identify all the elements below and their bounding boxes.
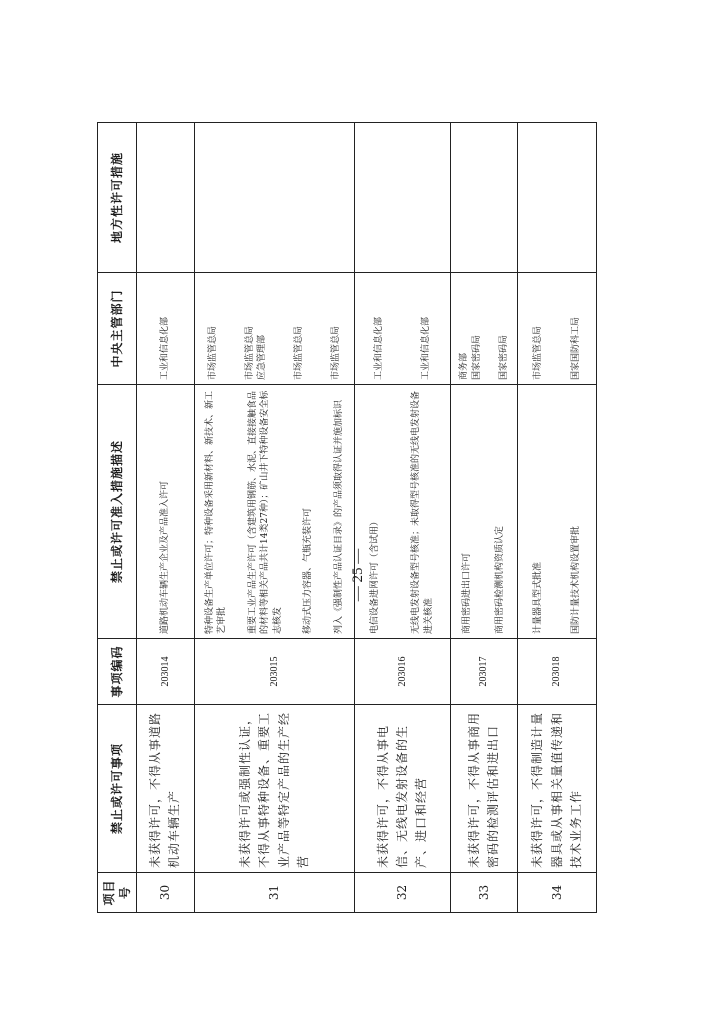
description-entry: 无线电发射设备型号核准；未取得型号核准的无线电发射设备进关核准 (411, 390, 434, 634)
row-department (137, 273, 195, 385)
row-local-measures (194, 123, 355, 273)
description-entry: 道路机动车辆生产企业及产品准入许可 (160, 480, 171, 634)
department-entry: 工业和信息化部 (420, 316, 431, 380)
row-description (518, 385, 597, 639)
description-entry: 商用密码检测机构资质认定 (495, 525, 506, 634)
row-item: 未获得许可，不得从事电信、无线电发射设备的生产、进口和经营 (355, 705, 450, 873)
department-entry: 市场监管总局 (207, 325, 218, 380)
description-entry: 计量器具型式批准 (532, 561, 543, 634)
row-number: 31 (194, 873, 355, 913)
row-item: 未获得许可，不得制造计量器具或从事相关量值传递和技术业务工作 (518, 705, 597, 873)
department-entry: 工业和信息化部 (160, 316, 171, 380)
permit-table (97, 122, 597, 913)
row-description (450, 385, 518, 639)
table-row (355, 123, 450, 913)
row-item: 未获得许可，不得从事道路机动车辆生产 (137, 705, 195, 873)
description-entry: 列入《强制性产品认证目录》的产品须取得认证并施加标识 (333, 399, 344, 634)
row-code: 203015 (194, 639, 355, 705)
department-entry: 市场监管总局 (293, 325, 304, 380)
description-entry: 重要工业产品生产许可（含建筑用钢筋、水泥、直接接触食品的材料等相关产品共计14类27种）；矿山井下特种设备安全标志核发 (247, 390, 283, 634)
row-department (194, 273, 355, 385)
row-code: 203017 (450, 639, 518, 705)
table-row (194, 123, 355, 913)
row-local-measures (137, 123, 195, 273)
row-number: 33 (450, 873, 518, 913)
page-number: — 25 — (349, 548, 366, 602)
row-item: 未获得许可或强制性认证，不得从事特种设备、重要工业产品等特定产品的生产经营 (194, 705, 355, 873)
row-description (355, 385, 450, 639)
description-entry: 特种设备生产单位许可；特种设备采用新材料、新技术、新工艺审批 (204, 390, 228, 634)
row-local-measures (450, 123, 518, 273)
row-code: 203014 (137, 639, 195, 705)
row-description (194, 385, 355, 639)
row-description (137, 385, 195, 639)
row-department (450, 273, 518, 385)
row-number: 30 (137, 873, 195, 913)
row-number: 32 (355, 873, 450, 913)
rotated-table-page (97, 123, 597, 913)
table-row (450, 123, 518, 913)
row-department (355, 273, 450, 385)
department-entry: 工业和信息化部 (373, 316, 384, 380)
header-item-number: 项目号 (98, 873, 137, 913)
description-entry: 电信设备进网许可（含试用） (370, 516, 381, 634)
table-header-row (98, 123, 137, 913)
row-item: 未获得许可，不得从事商用密码的检测评估和进出口 (450, 705, 518, 873)
department-entry: 市场监管总局 (330, 325, 341, 380)
department-entry: 市场监管总局 (532, 325, 543, 380)
header-central-department: 中央主管部门 (98, 273, 137, 385)
description-entry: 商用密码进出口许可 (462, 552, 473, 634)
description-entry: 移动式压力容器、气瓶充装许可 (303, 507, 314, 634)
row-local-measures (355, 123, 450, 273)
department-entry: 商务部 国家密码局 (458, 334, 482, 380)
header-prohibited-item: 禁止或许可事项 (98, 705, 137, 873)
department-entry: 国家国防科工局 (571, 316, 582, 380)
header-measure-description: 禁止或许可准入措施描述 (98, 385, 137, 639)
row-code: 203018 (518, 639, 597, 705)
row-code: 203016 (355, 639, 450, 705)
header-item-code: 事项编码 (98, 639, 137, 705)
department-entry: 国家密码局 (498, 334, 509, 380)
table-row (137, 123, 195, 913)
header-local-measures: 地方性许可措施 (98, 123, 137, 273)
row-local-measures (518, 123, 597, 273)
description-entry: 国防计量技术机构设置审批 (571, 525, 582, 634)
department-entry: 市场监管总局 应急管理部 (244, 325, 268, 380)
row-department (518, 273, 597, 385)
row-number: 34 (518, 873, 597, 913)
table-row (518, 123, 597, 913)
